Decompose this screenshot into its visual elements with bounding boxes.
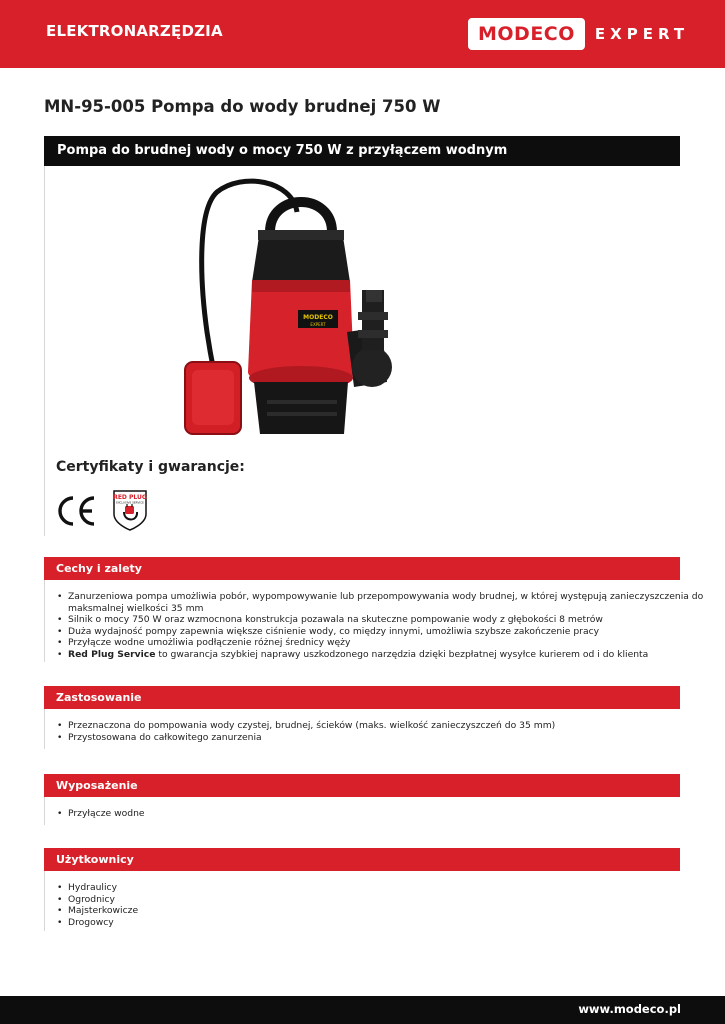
left-divider [44, 166, 45, 536]
list-item: • Przystosowana do całkowitego zanurzenia [57, 732, 555, 744]
list-item: • Red Plug Service to gwarancja szybkiej naprawy uszkodzonego narzędzia dzięki bezpłatnej wysyłce kurierem od i do klienta [57, 649, 703, 661]
header-bar [0, 0, 725, 68]
section-features-title: Cechy i zalety [56, 562, 142, 575]
category-title: ELEKTRONARZĘDZIA [46, 22, 223, 40]
footer-bar [0, 996, 725, 1024]
product-image [182, 172, 402, 440]
list-item: • Majsterkowicze [57, 905, 138, 917]
list-item: • Hydraulicy [57, 882, 138, 894]
users-divider [44, 871, 45, 931]
equipment-list [57, 808, 145, 820]
list-item: • Przyłącze wodne [57, 808, 145, 820]
list-item: • Drogowcy [57, 917, 138, 929]
section-usage-header [44, 686, 680, 709]
certificates-title: Certyfikaty i gwarancje: [56, 459, 245, 475]
list-item: • Duża wydajność pompy zapewnia większe ciśnienie wody, co między innymi, umożliwia szybsze zakończenie pracy [57, 626, 703, 638]
usage-list [57, 720, 555, 743]
logo-brand: MODECO [468, 18, 585, 50]
red-plug-service-icon [110, 488, 150, 532]
section-equipment-header [44, 774, 680, 797]
list-item: • Silnik o mocy 750 W oraz wzmocnona konstrukcja pozawala na skuteczne pompowanie wody z głębokości 8 metrów [57, 614, 703, 626]
section-features-header [44, 557, 680, 580]
product-title: MN-95-005 Pompa do wody brudnej 750 W [44, 97, 441, 116]
list-item: • Przeznaczona do pompowania wody czystej, brudnej, ścieków (maks. wielkość zanieczyszczeń do 35 mm) [57, 720, 555, 732]
ce-mark-icon [55, 494, 97, 528]
subtitle-bar [44, 136, 680, 166]
equipment-divider [44, 797, 45, 825]
pump-label-brand: MODECO [303, 314, 333, 321]
list-item: • Przyłącze wodne umożliwia podłączenie różnej średnicy węży [57, 637, 703, 649]
users-list [57, 882, 138, 928]
features-divider [44, 580, 45, 662]
brand-logo[interactable] [468, 18, 689, 50]
red-plug-subtext: EXCLUSIVE SERVICE [116, 500, 144, 505]
pump-label-suffix: EXPERT [310, 322, 326, 327]
logo-suffix: EXPERT [594, 25, 690, 43]
section-users-header [44, 848, 680, 871]
subtitle-text: Pompa do brudnej wody o mocy 750 W z przyłączem wodnym [57, 143, 508, 158]
section-equipment-title: Wyposażenie [56, 779, 138, 792]
list-item: • Ogrodnicy [57, 894, 138, 906]
section-usage-title: Zastosowanie [56, 691, 142, 704]
section-users-title: Użytkownicy [56, 853, 134, 866]
features-list [57, 591, 703, 661]
list-item: • Zanurzeniowa pompa umożliwia pobór, wypompowywanie lub przepompowywania wody brudnej, w której występują zanieczyszczenia do maksmalnej wielkości 35 mm [57, 591, 703, 614]
usage-divider [44, 709, 45, 749]
red-plug-text: RED PLUG [113, 494, 147, 501]
footer-url[interactable]: www.modeco.pl [578, 1002, 681, 1016]
